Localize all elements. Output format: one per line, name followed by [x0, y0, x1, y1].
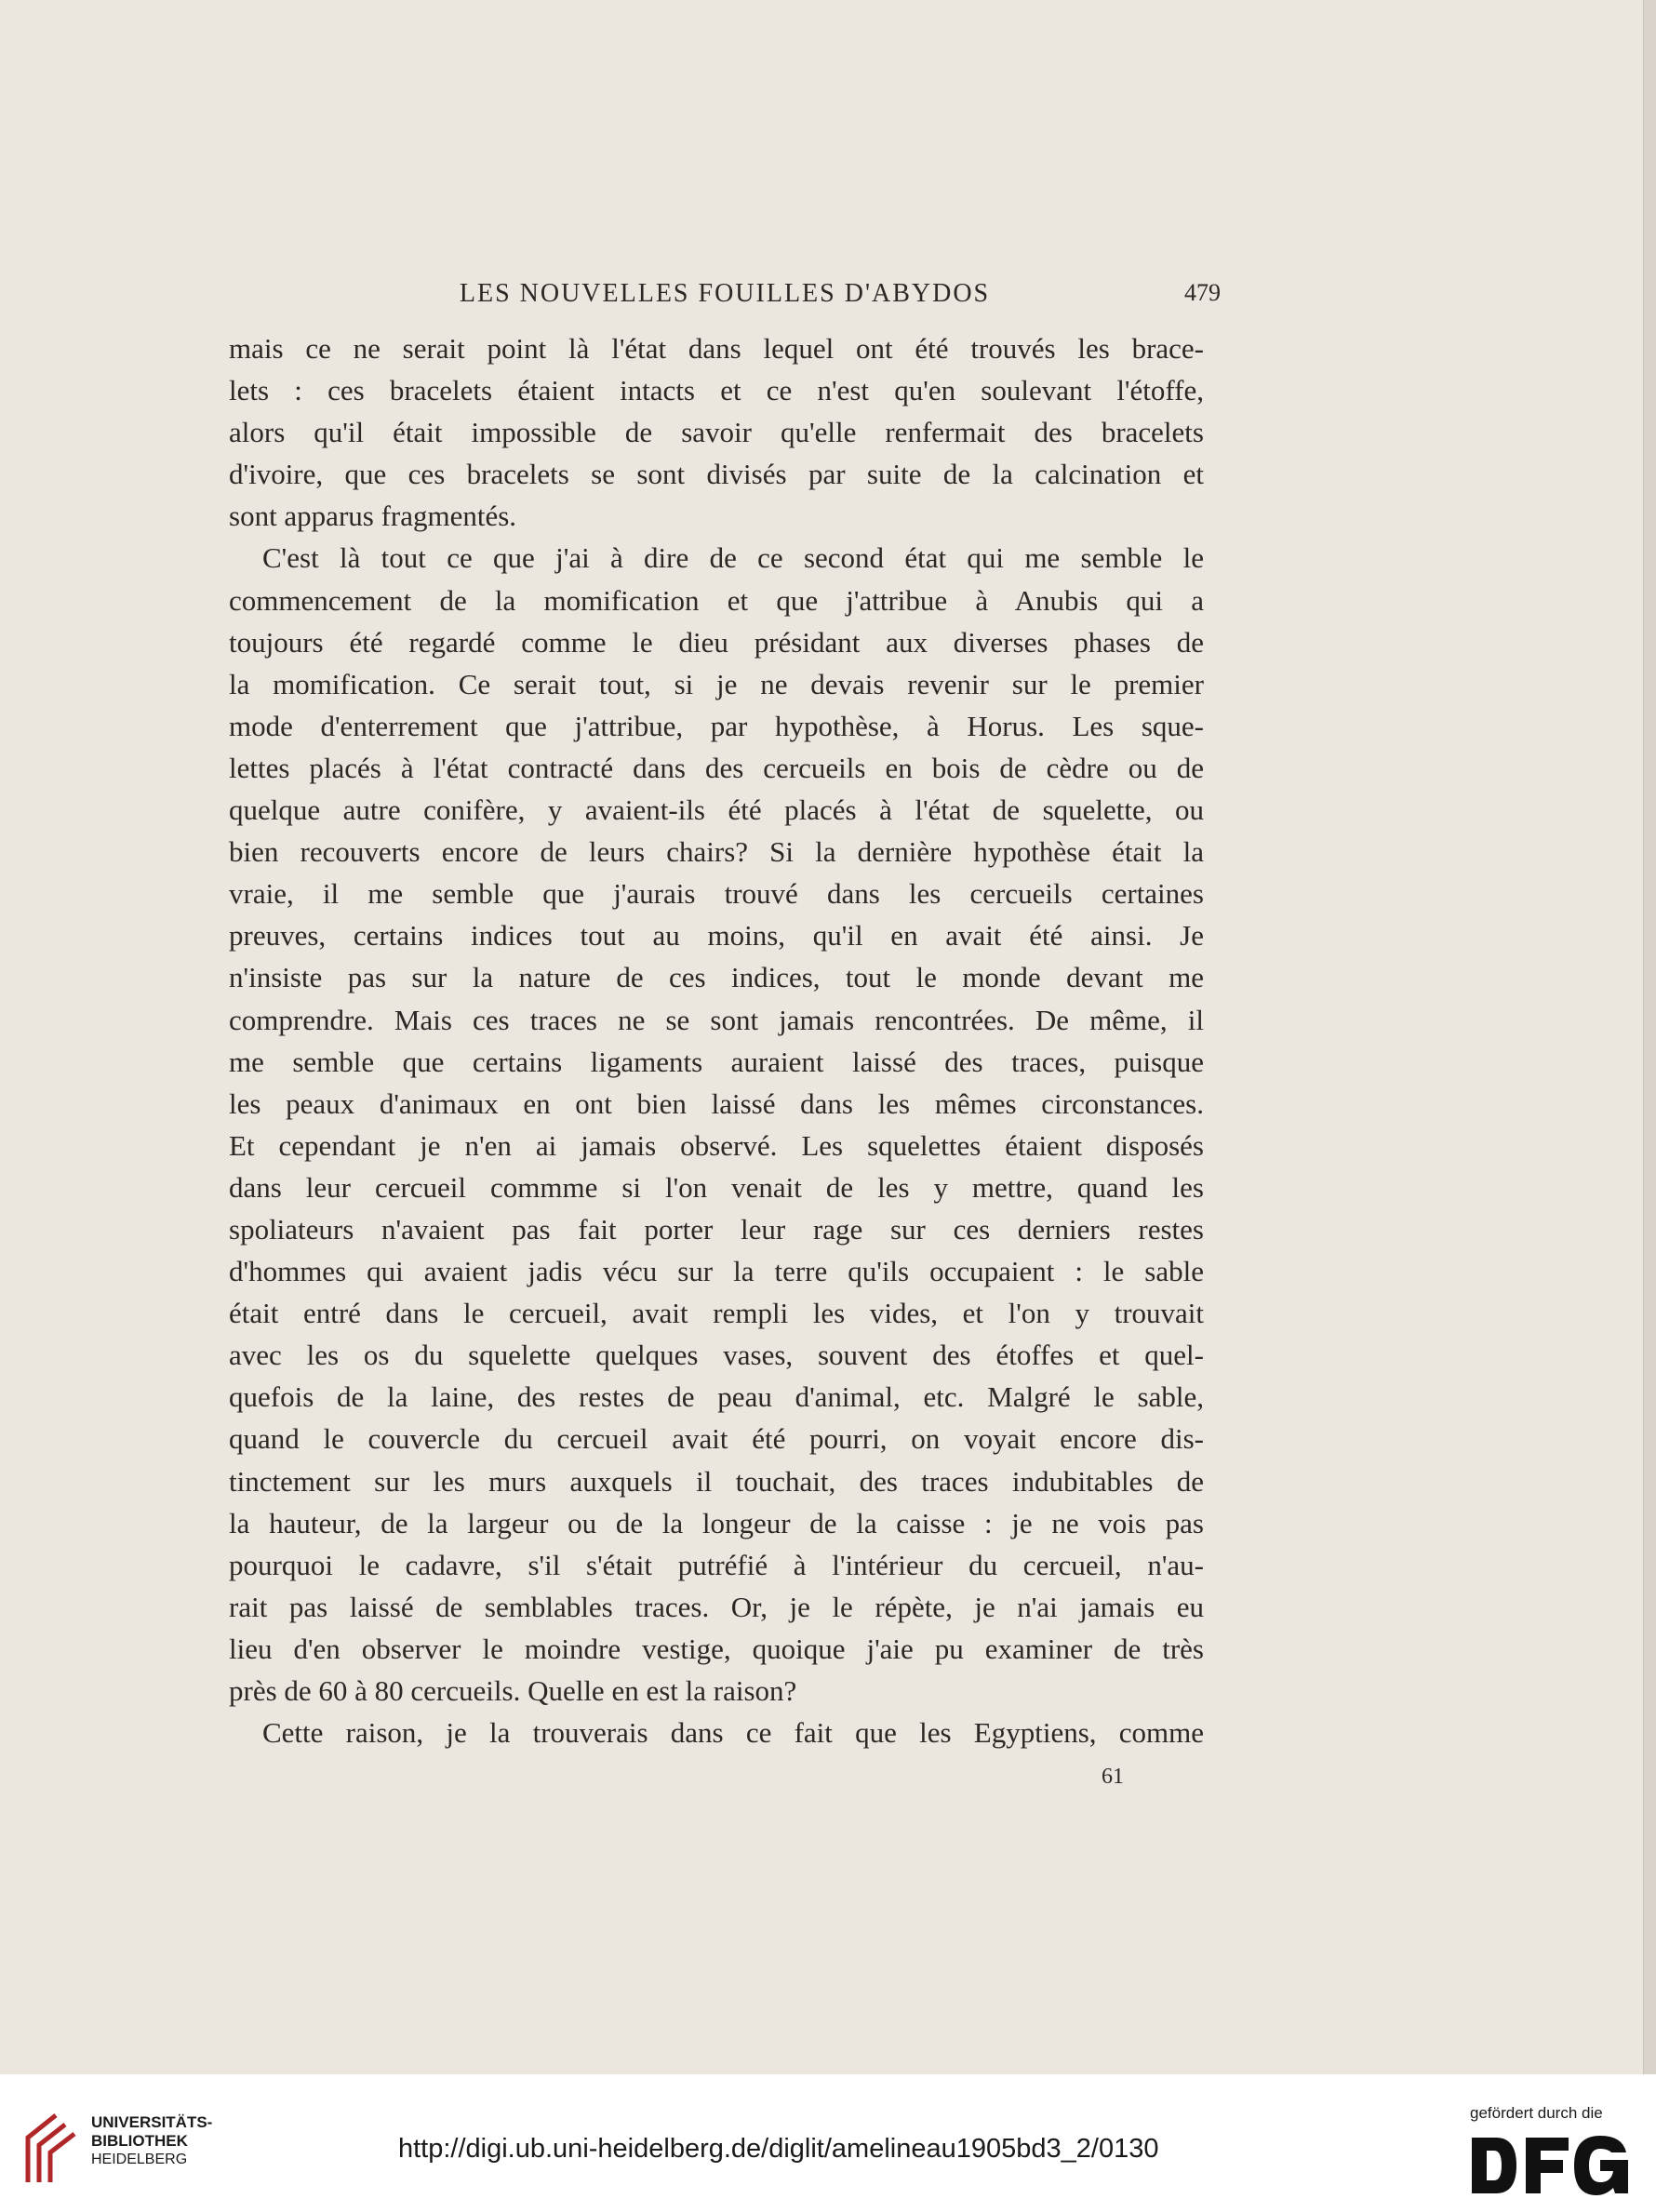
- text-line: était entré dans le cercueil, avait rempli les vides, et l'on y trouvait: [229, 1297, 1204, 1330]
- funding-label: gefördert durch die: [1470, 2104, 1603, 2122]
- text-line: commencement de la momification et que j'attribue à Anubis qui a: [229, 583, 1204, 617]
- text-line: mode d'enterrement que j'attribue, par hypothèse, à Horus. Les sque-: [229, 709, 1204, 742]
- text-line: d'ivoire, que ces bracelets se sont divisés par suite de la calcination et: [229, 458, 1204, 491]
- text-line: toujours été regardé comme le dieu présidant aux diverses phases de: [229, 625, 1204, 659]
- text-line: quelque autre conifère, y avaient-ils été placés à l'état de squelette, ou: [229, 793, 1204, 827]
- text-line: Cette raison, je la trouverais dans ce fait que les Egyptiens, comme: [262, 1716, 1204, 1750]
- text-line: lieu d'en observer le moindre vestige, quoique j'aie pu examiner de très: [229, 1632, 1204, 1665]
- text-line: la momification. Ce serait tout, si je ne devais revenir sur le premier: [229, 667, 1204, 700]
- signature-mark: 61: [1102, 1765, 1124, 1789]
- text-line: près de 60 à 80 cercueils. Quelle en est la raison?: [229, 1674, 797, 1707]
- text-line: les peaux d'animaux en ont bien laissé dans les mêmes circonstances.: [229, 1086, 1204, 1120]
- library-name-line: HEIDELBERG: [91, 2152, 188, 2167]
- text-line: avec les os du squelette quelques vases, souvent des étoffes et quel-: [229, 1339, 1204, 1372]
- text-line: preuves, certains indices tout au moins, qu'il en avait été ainsi. Je: [229, 919, 1204, 953]
- library-name: [91, 2113, 212, 2169]
- text-line: pourquoi le cadavre, s'il s'était putréfié à l'intérieur du cercueil, n'au-: [229, 1548, 1204, 1581]
- text-line: sont apparus fragmentés.: [229, 500, 517, 533]
- text-line: me semble que certains ligaments auraient laissé des traces, puisque: [229, 1045, 1204, 1078]
- university-library-logo-icon: [19, 2110, 80, 2186]
- text-line: quefois de la laine, des restes de peau d'animal, etc. Malgré le sable,: [229, 1380, 1204, 1414]
- body-text: [229, 327, 1204, 1753]
- text-line: quand le couvercle du cercueil avait été pourri, on voyait encore dis-: [229, 1422, 1204, 1456]
- library-name-line: BIBLIOTHEK: [91, 2132, 188, 2150]
- library-name-line: UNIVERSITÄTS-: [91, 2113, 213, 2131]
- text-line: comprendre. Mais ces traces ne se sont jamais rencontrées. De même, il: [229, 1003, 1204, 1036]
- running-head: [229, 277, 1221, 314]
- text-line: lets : ces bracelets étaient intacts et ce n'est qu'en soulevant l'étoffe,: [229, 374, 1204, 407]
- footer-bar: [0, 2074, 1656, 2212]
- running-title: LES NOUVELLES FOUILLES D'ABYDOS: [459, 279, 991, 308]
- text-line: vraie, il me semble que j'aurais trouvé dans les cercueils certaines: [229, 877, 1204, 911]
- text-line: spoliateurs n'avaient pas fait porter leur rage sur ces derniers restes: [229, 1212, 1204, 1246]
- text-line: tinctement sur les murs auxquels il touchait, des traces indubitables de: [229, 1464, 1204, 1498]
- page-edge: [1643, 0, 1656, 2074]
- text-line: n'insiste pas sur la nature de ces indices, tout le monde devant me: [229, 961, 1204, 994]
- permalink-url[interactable]: http://digi.ub.uni-heidelberg.de/diglit/amelineau1905bd3_2/0130: [398, 2134, 1159, 2164]
- text-line: dans leur cercueil commme si l'on venait de les y mettre, quand les: [229, 1170, 1204, 1204]
- text-line: C'est là tout ce que j'ai à dire de ce second état qui me semble le: [262, 541, 1204, 575]
- text-line: bien recouverts encore de leurs chairs? Si la dernière hypothèse était la: [229, 835, 1204, 869]
- dfg-logo-icon: [1468, 2134, 1632, 2197]
- text-line: alors qu'il était impossible de savoir qu'elle renfermait des bracelets: [229, 416, 1204, 449]
- text-line: lettes placés à l'état contracté dans des cercueils en bois de cèdre ou de: [229, 751, 1204, 784]
- text-line: rait pas laissé de semblables traces. Or, je le répète, je n'ai jamais eu: [229, 1590, 1204, 1623]
- text-line: la hauteur, de la largeur ou de la longeur de la caisse : je ne vois pas: [229, 1506, 1204, 1539]
- text-line: mais ce ne serait point là l'état dans lequel ont été trouvés les brace-: [229, 332, 1204, 365]
- text-line: Et cependant je n'en ai jamais observé. Les squelettes étaient disposés: [229, 1128, 1204, 1162]
- text-line: d'hommes qui avaient jadis vécu sur la terre qu'ils occupaient : le sable: [229, 1255, 1204, 1288]
- page-number: 479: [1184, 279, 1221, 306]
